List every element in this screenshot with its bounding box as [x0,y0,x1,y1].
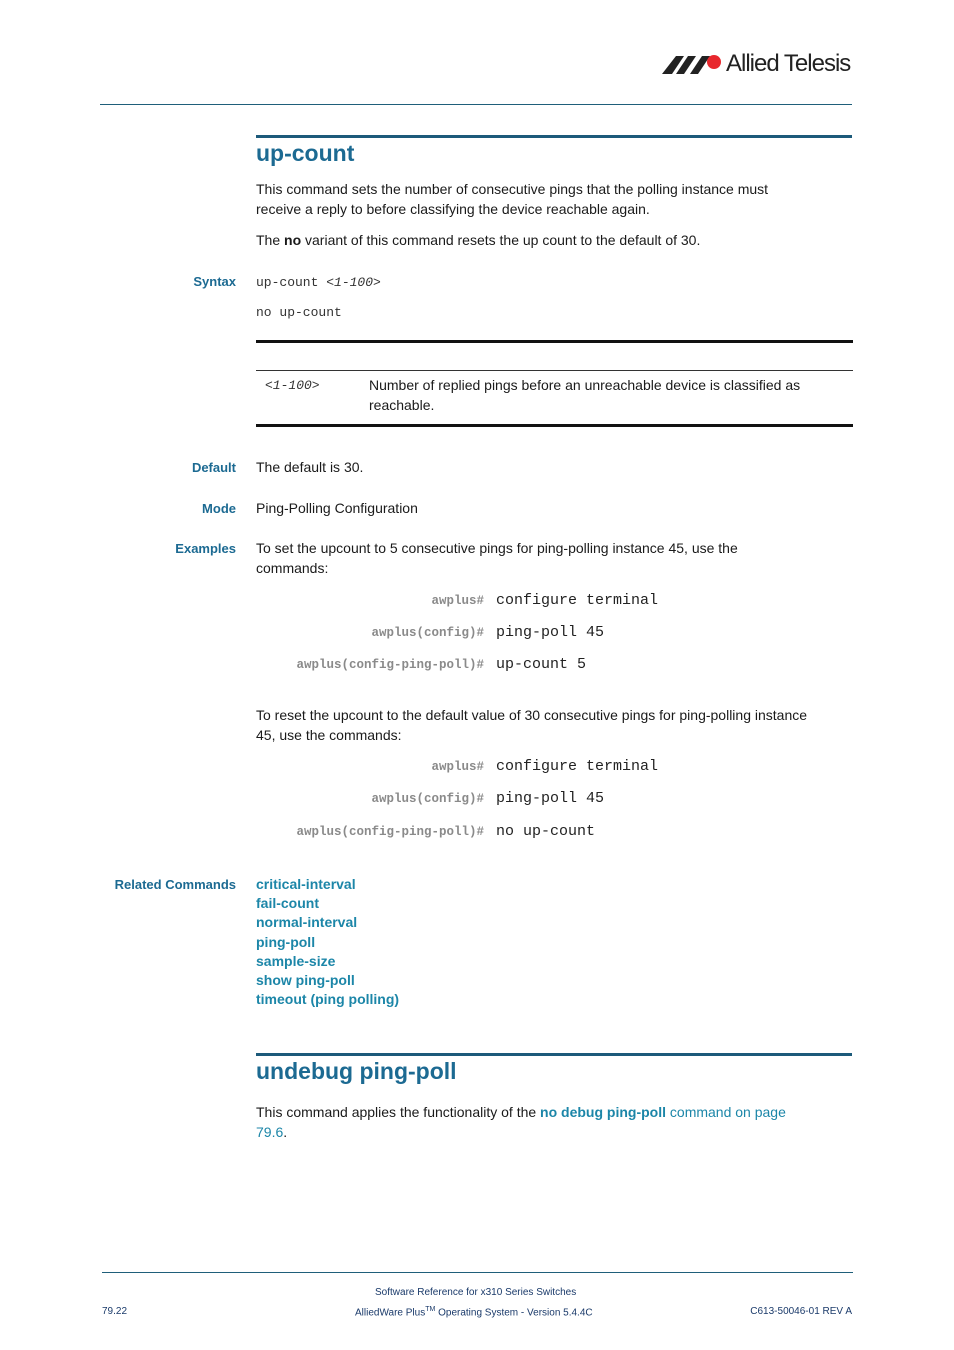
param-description-line: Number of replied pings before an unreachable device is classified as [369,377,801,393]
syntax-parameter: <1-100> [326,275,381,290]
xref-link-no-debug-ping-poll[interactable]: no debug ping-poll [540,1104,667,1120]
logo-text: Allied Telesis [726,50,851,77]
table-header-rule [256,370,853,371]
related-link-ping-poll[interactable]: ping-poll [256,934,316,950]
command-row [256,592,756,612]
table-top-rule [256,340,853,343]
example1-paragraph [256,539,856,578]
related-link-normal-interval[interactable]: normal-interval [256,914,358,930]
no-variant-suffix: variant of this command resets the up count to the default of 30. [301,232,701,248]
table-bottom-rule [256,424,853,427]
no-variant-prefix: The [256,232,285,248]
related-link-timeout-ping-polling[interactable]: timeout (ping polling) [256,991,400,1007]
intro-paragraph [256,180,856,219]
syntax-command: up-count [256,275,327,290]
param-cell: <1-100> [265,378,320,393]
footer-product [355,1306,593,1318]
cli-command: up-count 5 [496,656,587,673]
footer-product-name: AlliedWare Plus [355,1307,426,1319]
undebug-suffix: . [283,1123,288,1140]
cli-prompt: awplus(config)# [371,626,484,640]
related-link-show-ping-poll[interactable]: show ping-poll [256,972,355,988]
trademark-mark: TM [425,1306,436,1313]
example-line: To reset the upcount to the default value of 30 consecutive pings for ping-polling instance [256,707,808,723]
intro-line: receive a reply to before classifying the device reachable again. [256,200,650,217]
example-line: 45, use the commands: [256,726,402,743]
cli-command: ping-poll 45 [496,624,605,641]
command-row [256,624,756,644]
xref-page-link[interactable]: 79.6 [256,1123,284,1140]
cli-command: configure terminal [496,758,659,775]
cli-command: ping-poll 45 [496,790,605,807]
no-variant-paragraph [256,231,856,251]
related-link-sample-size[interactable]: sample-size [256,953,336,969]
default-label: Default [191,460,236,475]
cli-command: configure terminal [496,592,659,609]
undebug-paragraph [256,1103,856,1142]
related-commands-label: Related Commands [114,877,236,892]
param-description [369,376,849,415]
command-row [256,790,756,810]
param-description-line: reachable. [369,396,435,413]
default-text: The default is 30. [256,459,364,475]
footer-title: Software Reference for x310 Series Switches [375,1287,577,1298]
example-line: commands: [256,559,329,576]
syntax-line [256,275,381,290]
intro-line: This command sets the number of consecutive pings that the polling instance must [256,181,769,197]
document-id: C613-50046-01 REV A [750,1306,852,1317]
command-row [256,758,756,778]
cli-prompt: awplus# [431,594,484,608]
xref-link-rest[interactable]: command on page [666,1104,786,1120]
logo-mark-icon [662,52,726,78]
undebug-text: This command applies the functionality of the [256,1104,541,1120]
cli-prompt: awplus(config-ping-poll)# [296,658,484,672]
page-number: 79.22 [102,1306,128,1317]
command-row [256,823,756,843]
cli-prompt: awplus# [431,760,484,774]
footer-version: Operating System - Version 5.4.4C [435,1307,593,1319]
section-title: undebug ping-poll [256,1058,457,1084]
examples-label: Examples [175,541,236,556]
title-bar [256,1053,852,1056]
example-line: To set the upcount to 5 consecutive pings for ping-polling instance 45, use the [256,540,738,556]
mode-text: Ping-Polling Configuration [256,500,418,516]
no-keyword: no [284,232,302,248]
related-link-fail-count[interactable]: fail-count [256,895,319,911]
command-row [256,656,756,676]
syntax-no-line: no up-count [256,305,342,320]
header-rule [100,104,852,105]
cli-prompt: awplus(config)# [371,792,484,806]
syntax-label: Syntax [193,274,236,289]
mode-label: Mode [202,501,236,516]
related-link-critical-interval[interactable]: critical-interval [256,876,356,892]
cli-prompt: awplus(config-ping-poll)# [296,825,484,839]
allied-telesis-logo [662,52,854,78]
example2-paragraph [256,706,856,745]
title-bar [256,135,852,138]
footer-rule [102,1272,853,1273]
page-title: up-count [256,140,355,166]
cli-command: no up-count [496,823,596,840]
